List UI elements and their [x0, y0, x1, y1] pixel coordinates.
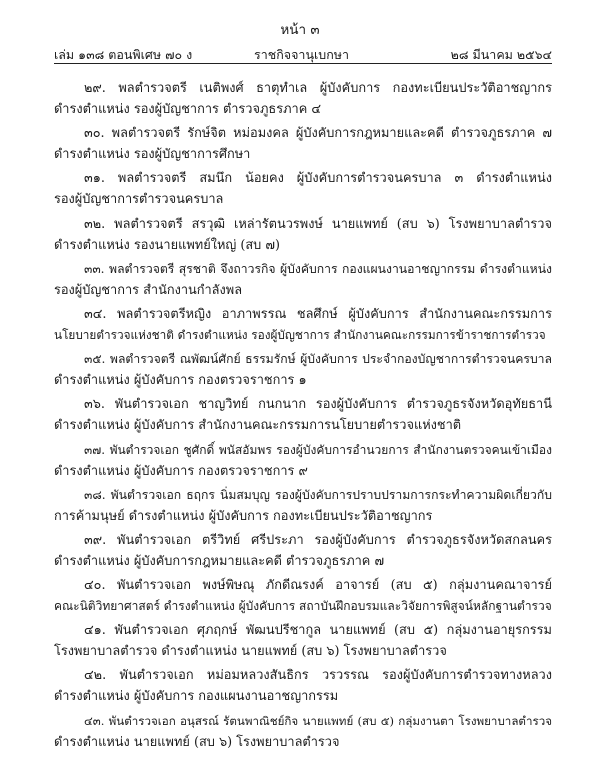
entry-line-1: ๓๘. พันตำรวจเอก ธฤกร นิ่มสมบุญ รองผู้บังคับการปราบปรามการกระทำความผิดเกี่ยวกับ — [84, 487, 552, 502]
running-header — [54, 45, 552, 65]
entry-line-2: คณะนิติวิทยาศาสตร์ ดำรงตำแหน่ง ผู้บังคับการ สถาบันฝึกอบรมและวิจัยการพิสูจน์หลักฐานตำรวจ — [54, 599, 552, 614]
entry-line-1: ๔๒. พันตำรวจเอก หม่อมหลวงสันธิกร วรวรรณ รองผู้บังคับการตำรวจทางหลวง — [84, 668, 552, 684]
entry-line-2: รองผู้บัญชาการตำรวจนครบาล — [54, 192, 224, 208]
entry-line-1: ๓๕. พลตำรวจตรี ณพัฒน์ศักย์ ธรรมรักษ์ ผู้บังคับการ ประจำกองบัญชาการตำรวจนครบาล — [84, 352, 552, 367]
entry-line-2: ดำรงตำแหน่ง รองนายแพทย์ใหญ่ (สบ ๗) — [54, 237, 280, 253]
entry-line-2: ดำรงตำแหน่ง ผู้บังคับการ กองแผนงานอาชญากรรม — [54, 689, 339, 705]
publication-date: ๒๘ มีนาคม ๒๕๖๔ — [450, 47, 552, 62]
entry-line-1: ๓๑. พลตำรวจตรี สมนึก น้อยคง ผู้บังคับการตำรวจนครบาล ๓ ดำรงตำแหน่ง — [84, 171, 552, 187]
entry-line-1: ๓๙. พันตำรวจเอก ตรีวิทย์ ศรีประภา รองผู้บังคับการ ตำรวจภูธรจังหวัดสกลนคร — [84, 532, 552, 548]
list-item — [54, 711, 552, 756]
entry-line-2: ดำรงตำแหน่ง ผู้บังคับการ กองตรวจราชการ ๑ — [54, 373, 307, 389]
list-item — [54, 575, 552, 620]
entry-line-1: ๓๒. พลตำรวจตรี สรวุฒิ เหล่ารัตนวรพงษ์ นายแพทย์ (สบ ๖) โรงพยาบาลตำรวจ — [84, 216, 552, 232]
entry-line-2: การค้ามนุษย์ ดำรงตำแหน่ง ผู้บังคับการ กองทะเบียนประวัติอาชญากร — [54, 508, 433, 524]
entry-line-1: ๔๐. พันตำรวจเอก พงษ์พิษณุ ภักดีณรงค์ อาจารย์ (สบ ๕) กลุ่มงานคณาจารย์ — [84, 578, 552, 594]
list-item — [54, 78, 552, 123]
entry-line-2: นโยบายตำรวจแห่งชาติ ดำรงตำแหน่ง รองผู้บัญชาการ สำนักงานคณะกรรมการข้าราชการตำรวจ — [54, 327, 546, 342]
entry-line-2: โรงพยาบาลตำรวจ ดำรงตำแหน่ง นายแพทย์ (สบ ๖) โรงพยาบาลตำรวจ — [54, 644, 447, 660]
volume-issue: เล่ม ๑๓๘ ตอนพิเศษ ๗๐ ง — [54, 47, 193, 62]
list-item — [54, 440, 552, 485]
entry-line-2: ดำรงตำแหน่ง นายแพทย์ (สบ ๖) โรงพยาบาลตำรวจ — [54, 734, 340, 750]
appointment-list — [54, 78, 552, 756]
list-item — [54, 259, 552, 304]
list-item — [54, 214, 552, 259]
list-item — [54, 530, 552, 575]
list-item — [54, 304, 552, 349]
list-item — [54, 168, 552, 213]
list-item — [54, 349, 552, 394]
list-item — [54, 394, 552, 439]
entry-line-1: ๓๗. พันตำรวจเอก ชูศักดิ์ พนัสอัมพร รองผู้บังคับการอำนวยการ สำนักงานตรวจคนเข้าเมือง — [84, 442, 552, 457]
entry-line-1: ๓๓. พลตำรวจตรี สุรชาติ จึงถาวรกิจ ผู้บังคับการ กองแผนงานอาชญากรรม ดำรงตำแหน่ง — [84, 261, 552, 276]
entry-line-2: รองผู้บัญชาการ สำนักงานกำลังพล — [54, 282, 243, 298]
publication-name: ราชกิจจานุเบกษา — [254, 47, 350, 62]
entry-line-1: ๔๓. พันตำรวจเอก อนุสรณ์ รัตนพาณิชย์กิจ นายแพทย์ (สบ ๕) กลุ่มงานตา โรงพยาบาลตำรวจ — [84, 713, 552, 728]
list-item — [54, 485, 552, 530]
list-item — [54, 620, 552, 665]
header-divider — [54, 63, 552, 64]
entry-line-1: ๒๙. พลตำรวจตรี เนติพงศ์ ธาตุทำเล ผู้บังคับการ กองทะเบียนประวัติอาชญากร — [84, 81, 552, 96]
entry-line-2: ดำรงตำแหน่ง ผู้บังคับการ สำนักงานคณะกรรมการนโยบายตำรวจแห่งชาติ — [54, 418, 462, 434]
entry-line-2: ดำรงตำแหน่ง รองผู้บัญชาการ ตำรวจภูธรภาค ๔ — [54, 102, 322, 117]
entry-line-1: ๓๔. พลตำรวจตรีหญิง อาภาพรรณ ชลศึกษ์ ผู้บังคับการ สำนักงานคณะกรรมการ — [84, 306, 552, 322]
entry-line-1: ๓๐. พลตำรวจตรี รักษ์จิต หม่อมงคล ผู้บังคับการกฎหมายและคดี ตำรวจภูธรภาค ๗ — [84, 126, 552, 142]
entry-line-2: ดำรงตำแหน่ง ผู้บังคับการ กองตรวจราชการ ๙ — [54, 463, 308, 479]
list-item — [54, 123, 552, 168]
page-number: หน้า ๓ — [280, 22, 320, 38]
entry-line-1: ๓๖. พันตำรวจเอก ชาญวิทย์ กนกนาก รองผู้บังคับการ ตำรวจภูธรจังหวัดอุทัยธานี — [84, 397, 552, 413]
entry-line-1: ๔๑. พันตำรวจเอก ศุภฤกษ์ พัฒนปรีชากูล นายแพทย์ (สบ ๕) กลุ่มงานอายุรกรรม — [84, 623, 552, 639]
list-item — [54, 665, 552, 710]
entry-line-2: ดำรงตำแหน่ง ผู้บังคับการกฎหมายและคดี ตำรวจภูธรภาค ๗ — [54, 553, 385, 569]
entry-line-2: ดำรงตำแหน่ง รองผู้บัญชาการศึกษา — [54, 147, 251, 163]
